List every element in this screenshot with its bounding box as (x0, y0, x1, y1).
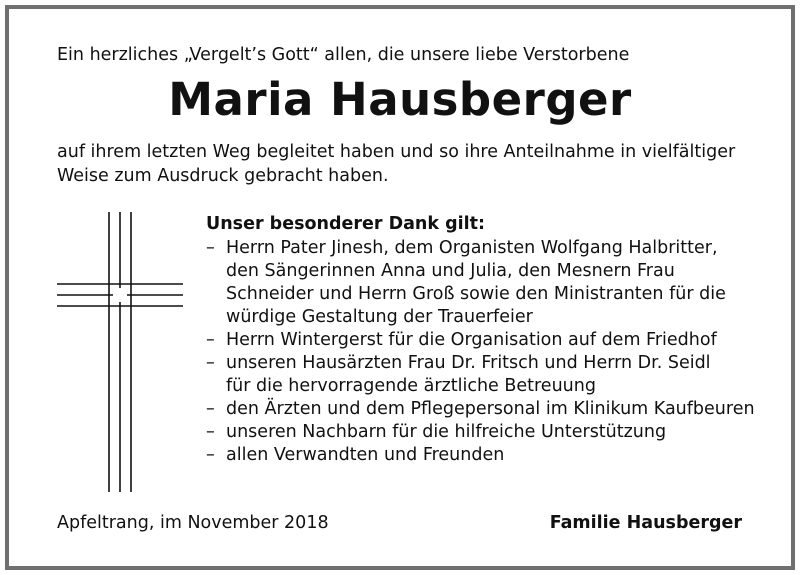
thanks-item (206, 398, 776, 421)
thanks-item (206, 329, 776, 352)
thanks-item-text: Herrn Pater Jinesh, dem Organisten Wolfgang Halbritter, den Sängerinnen Anna und Julia, den Mesnern Frau Schneider und Herrn Groß sowie den Ministranten für die würdige Gestaltung der Trauerfeier (226, 238, 726, 327)
thanks-item (206, 421, 776, 444)
dash: – (206, 238, 215, 258)
dash: – (206, 445, 215, 465)
dash: – (206, 422, 215, 442)
thanks-item (206, 352, 776, 398)
cross-icon (55, 212, 185, 492)
signature: Familie Hausberger (549, 513, 742, 533)
thanks-heading: Unser besonderer Dank gilt: (206, 214, 486, 234)
thanks-item (206, 237, 776, 329)
dash: – (206, 353, 215, 373)
intro-text: Ein herzliches „Vergelt’s Gott“ allen, die unsere liebe Verstorbene (57, 45, 630, 65)
thanks-section (206, 213, 776, 467)
thanks-item-text: den Ärzten und dem Pflegepersonal im Klinikum Kaufbeuren (226, 399, 755, 419)
thanks-item-text: allen Verwandten und Freunden (226, 445, 505, 465)
body-text: auf ihrem letzten Weg begleitet haben und so ihre Anteilnahme in vielfältiger Weise zum Ausdruck gebracht haben. (57, 142, 736, 186)
thanks-item-text: unseren Nachbarn für die hilfreiche Unterstützung (226, 422, 667, 442)
dash: – (206, 330, 215, 350)
thanks-item-text: unseren Hausärzten Frau Dr. Fritsch und Herrn Dr. Seidl für die hervorragende ärztliche Betreuung (226, 353, 711, 396)
dash: – (206, 399, 215, 419)
thanks-item (206, 444, 776, 467)
place-date: Apfeltrang, im November 2018 (57, 513, 329, 533)
deceased-name: Maria Hausberger (168, 73, 632, 126)
thanks-item-text: Herrn Wintergerst für die Organisation auf dem Friedhof (226, 330, 717, 350)
